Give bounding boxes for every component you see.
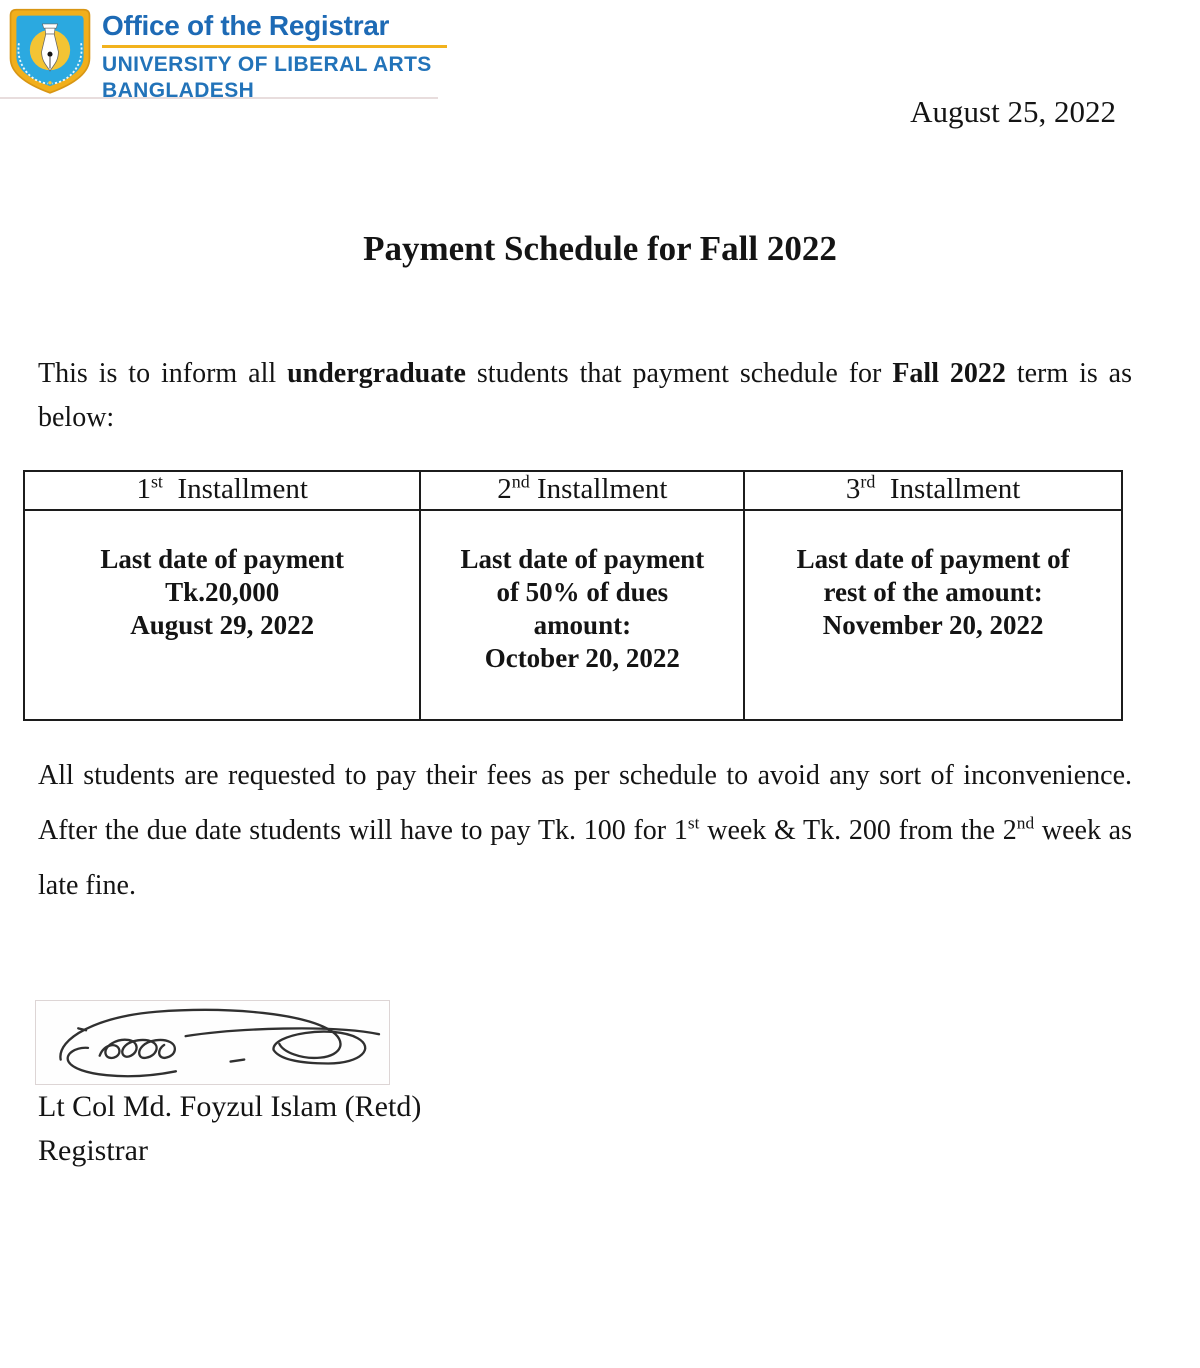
crest-shield-pen-nib-icon	[8, 8, 92, 95]
notice-paragraph: All students are requested to pay their fees as per schedule to avoid any sort of inconvenience. After the due date students will have to pay Tk. 100 for 1st week & Tk. 200 from the 2nd week as late fine.	[38, 760, 1133, 901]
letterhead-university-line2: BANGLADESH	[102, 79, 255, 102]
letterhead-gold-rule	[102, 45, 447, 48]
table-header-first-installment: 1st Installment	[24, 471, 420, 510]
signatory-block	[38, 1085, 421, 1173]
university-logo	[8, 8, 92, 96]
date-line: August 25, 2022	[910, 94, 1116, 129]
signature-scribble	[36, 1001, 389, 1084]
table-header-third-installment: 3rd Installment	[744, 471, 1122, 510]
letterhead-text	[102, 8, 447, 104]
table-cell-first-installment: Last date of payment Tk.20,000 August 29, 2022	[24, 510, 420, 720]
table-header-second-installment: 2nd Installment	[420, 471, 744, 510]
table-cell-third-installment: Last date of payment of rest of the amount: November 20, 2022	[744, 510, 1122, 720]
signatory-name: Lt Col Md. Foyzul Islam (Retd)	[38, 1090, 422, 1123]
installment-table	[23, 470, 1123, 721]
table-header-row	[24, 471, 1122, 510]
signatory-title: Registrar	[38, 1134, 148, 1167]
letterhead-office-name: Office of the Registrar	[102, 10, 390, 41]
table-cell-second-installment: Last date of payment of 50% of dues amount: October 20, 2022	[420, 510, 744, 720]
intro-paragraph: This is to inform all undergraduate students that payment schedule for Fall 2022 term is as below:	[38, 358, 1132, 433]
letterhead	[8, 8, 447, 104]
letterhead-university-line1: UNIVERSITY OF LIBERAL ARTS	[102, 53, 432, 76]
document-title: Payment Schedule for Fall 2022	[363, 229, 837, 268]
signature-image	[35, 1000, 390, 1085]
table-body-row	[24, 510, 1122, 720]
